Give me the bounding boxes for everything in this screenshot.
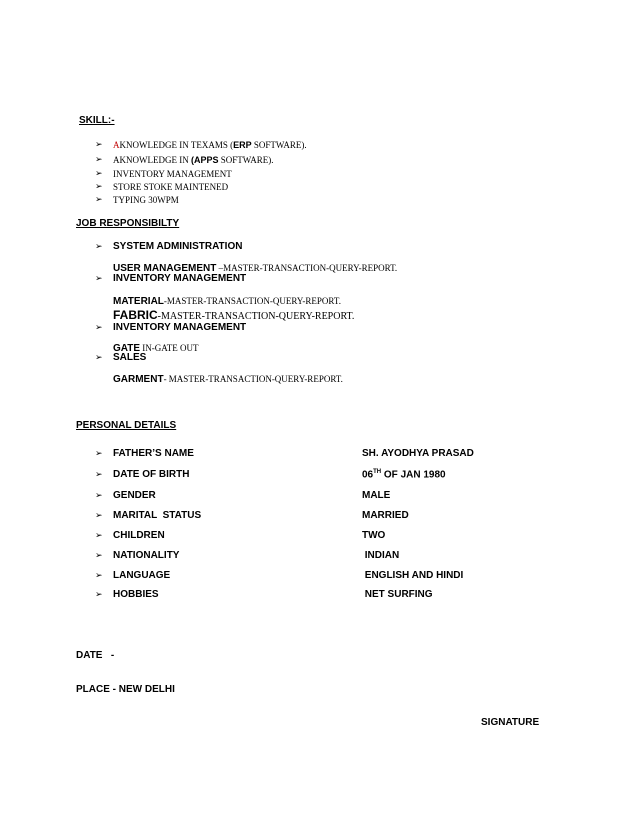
detail-label: GENDER [113,490,156,501]
bullet-icon: ➢ [95,140,103,150]
job-bullet: SALES [113,352,147,363]
job-heading: JOB RESPONSIBILTY [76,218,180,229]
bullet-icon: ➢ [95,470,103,480]
detail-value: 06TH OF JAN 1980 [362,469,446,481]
bullet-icon: ➢ [95,531,103,541]
detail-label: DATE OF BIRTH [113,469,190,480]
detail-label: FATHER’S NAME [113,448,194,459]
bullet-icon: ➢ [95,590,103,600]
detail-value: MALE [362,490,391,501]
job-subline: FABRIC-MASTER-TRANSACTION-QUERY-REPORT. [113,308,355,322]
bullet-icon: ➢ [95,353,103,363]
detail-label: HOBBIES [113,589,159,600]
detail-value: ENGLISH AND HINDI [362,570,464,581]
detail-label: MARITAL STATUS [113,510,202,521]
skill-item: STORE STOKE MAINTENED [113,182,229,192]
job-bullet: INVENTORY MANAGEMENT [113,273,247,284]
bullet-icon: ➢ [95,571,103,581]
detail-label: LANGUAGE [113,570,171,581]
job-bullet: SYSTEM ADMINISTRATION [113,241,243,252]
bullet-icon: ➢ [95,449,103,459]
detail-value: INDIAN [362,550,400,561]
bullet-icon: ➢ [95,551,103,561]
bullet-icon: ➢ [95,491,103,501]
bullet-icon: ➢ [95,511,103,521]
job-bullet: INVENTORY MANAGEMENT [113,322,247,333]
bullet-icon: ➢ [95,169,103,179]
bullet-icon: ➢ [95,155,103,165]
bullet-icon: ➢ [95,195,103,205]
bullet-icon: ➢ [95,274,103,284]
bullet-icon: ➢ [95,323,103,333]
bullet-icon: ➢ [95,242,103,252]
date-line: DATE - [76,650,115,661]
detail-value: TWO [362,530,386,541]
job-subline: GATE IN-GATE OUT [113,343,199,354]
skill-item: AKNOWLEDGE IN TEXAMS (ERP SOFTWARE). [113,140,307,150]
skill-item: INVENTORY MANAGEMENT [113,169,232,179]
skill-item: AKNOWLEDGE IN (APPS SOFTWARE). [113,155,274,165]
skill-item-initial: A [113,140,120,150]
place-line: PLACE - NEW DELHI [76,684,175,695]
job-subline: MATERIAL-MASTER-TRANSACTION-QUERY-REPORT. [113,296,341,307]
skill-item: TYPING 30WPM [113,195,179,205]
job-subline: GARMENT- MASTER-TRANSACTION-QUERY-REPORT. [113,374,343,385]
skill-heading: SKILL:- [79,115,115,126]
detail-label: NATIONALITY [113,550,180,561]
detail-label: CHILDREN [113,530,165,541]
detail-value: NET SURFING [362,589,433,600]
job-subline: USER MANAGEMENT –MASTER-TRANSACTION-QUERY-REPORT. [113,263,398,274]
detail-value: MARRIED [362,510,409,521]
signature-label: SIGNATURE [481,717,540,728]
personal-heading: PERSONAL DETAILS [76,420,177,431]
detail-value: SH. AYODHYA PRASAD [362,448,474,459]
bullet-icon: ➢ [95,182,103,192]
